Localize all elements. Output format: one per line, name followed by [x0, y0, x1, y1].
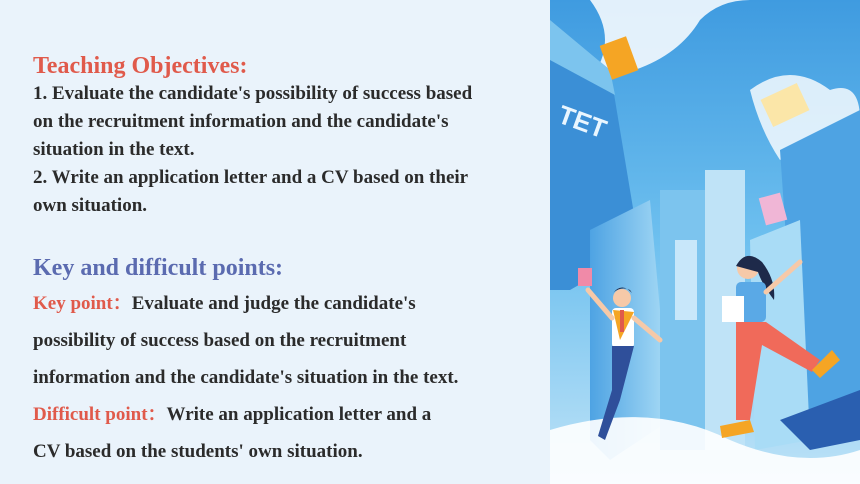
key-points-heading: Key and difficult points: — [33, 255, 284, 281]
floating-paper — [578, 268, 592, 286]
city-illustration-svg — [550, 0, 860, 484]
tet-sign-text: TET — [554, 99, 611, 145]
key-point-text-1: Evaluate and judge the candidate's — [131, 293, 416, 314]
objective-1-line-2: on the recruitment information and the candidate's — [33, 111, 449, 132]
key-points-section — [33, 254, 458, 470]
objective-1-line-3: situation in the text. — [33, 139, 195, 160]
teaching-objectives-heading: Teaching Objectives: — [33, 53, 248, 79]
key-point-line-3: information and the candidate's situation in the text. — [33, 367, 459, 388]
difficult-point-text-1: Write an application letter and a — [166, 404, 432, 425]
objective-2-line-1: 2. Write an application letter and a CV based on their — [33, 167, 469, 188]
teaching-objectives-section — [33, 52, 472, 220]
difficult-point-line-2: CV based on the students' own situation. — [33, 441, 363, 462]
difficult-point-line-1 — [33, 396, 458, 433]
difficult-point-label: Difficult point： — [33, 404, 167, 425]
boy-head — [613, 289, 631, 307]
city-illustration — [550, 0, 860, 484]
key-point-label: Key point： — [33, 293, 132, 314]
key-point-line-1 — [33, 285, 458, 322]
building-window — [675, 240, 697, 320]
boy-tie — [620, 310, 624, 332]
girl-paper — [722, 296, 744, 322]
key-point-line-2: possibility of success based on the recruitment — [33, 330, 407, 351]
objective-2-line-2: own situation. — [33, 195, 148, 216]
objective-1-line-1: 1. Evaluate the candidate's possibility of success based — [33, 83, 473, 104]
